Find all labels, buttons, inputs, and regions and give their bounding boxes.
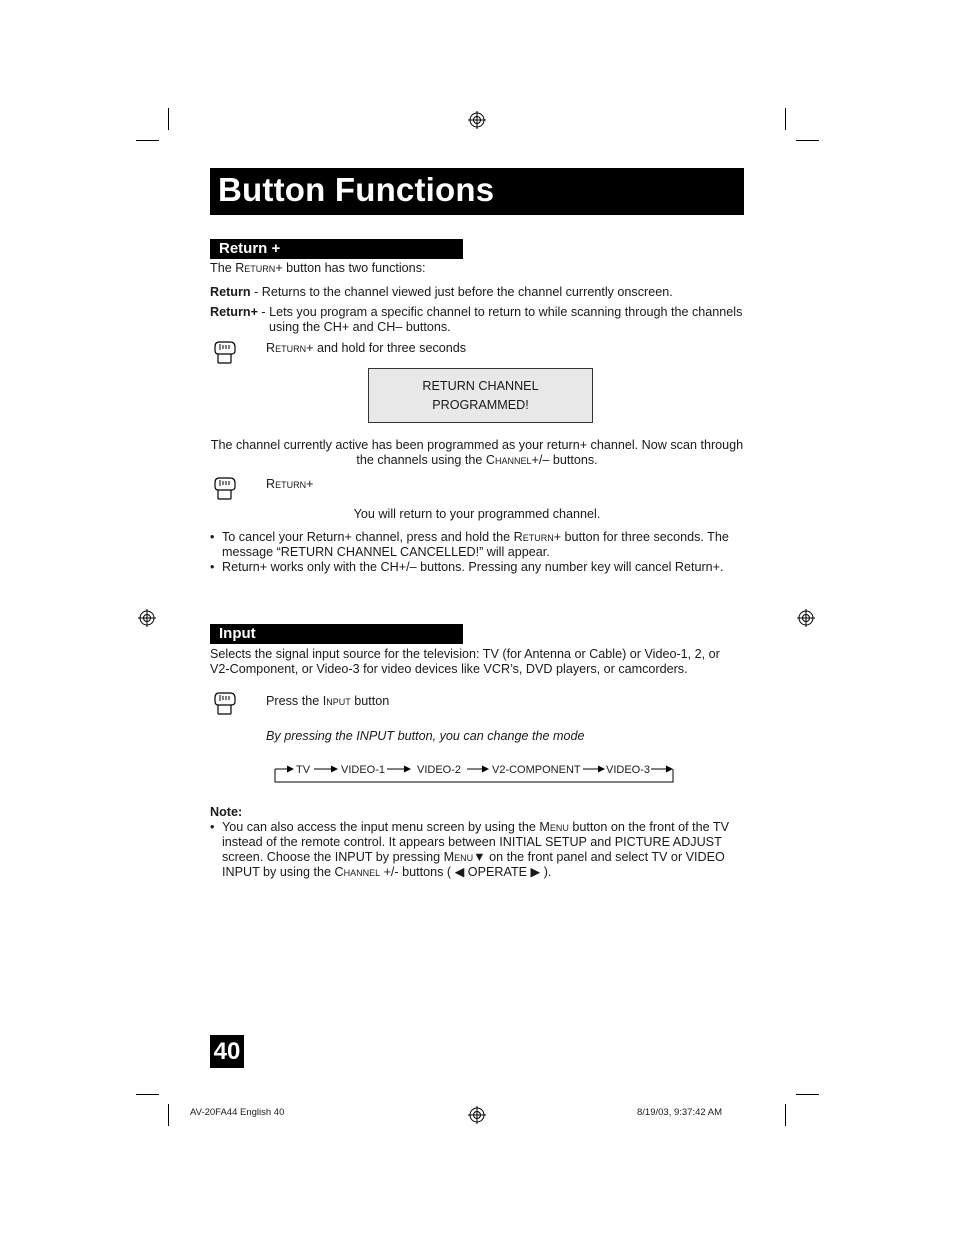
bullet-cancel-return: To cancel your Return+ channel, press and hold the Return+ button for three seconds. The message “RETURN CHANNEL CANCELLED!” will appear. [222, 530, 729, 559]
sequence-item-video3: VIDEO-3 [606, 764, 651, 776]
osd-line-1: RETURN CHANNEL [422, 379, 539, 393]
down-triangle-icon: ▼ [473, 850, 486, 864]
section-header-return [210, 239, 463, 259]
input-description: Selects the signal input source for the television: TV (for Antenna or Cable) or Video-1, 2, or V2-Component, or Video-3 for video devices like VCR’s, DVD players, or camcorders. [210, 647, 720, 676]
crop-mark [796, 140, 819, 141]
crop-mark [785, 108, 786, 130]
crop-mark [785, 1104, 786, 1126]
registration-mark-icon [797, 609, 815, 627]
return-result: You will return to your programmed channel. [353, 507, 601, 521]
returnplus-definition: Return+ - Lets you program a specific channel to return to while scanning through the channels [210, 305, 743, 319]
input-mode-note: By pressing the INPUT button, you can change the mode [266, 729, 585, 743]
bullet-return-ch-only: Return+ works only with the CH+/– buttons. Pressing any number key will cancel Return+. [222, 560, 724, 574]
bullet-marker: • [210, 560, 215, 574]
returnplus-definition-cont: using the CH+ and CH– buttons. [269, 320, 451, 334]
programmed-paragraph: The channel currently active has been programmed as your return+ channel. Now scan through the channels using the Channel+/– buttons. [210, 438, 744, 467]
press-hand-icon [212, 474, 238, 502]
registration-mark-icon [468, 111, 486, 129]
crop-mark [168, 108, 169, 130]
crop-mark [168, 1104, 169, 1126]
sequence-item-video1: VIDEO-1 [341, 764, 386, 776]
note-text: You can also access the input menu screen by using the Menu button on the front of the TV instead of the remote control. It appears between INITIAL SETUP and PICTURE ADJUST screen. Choose the INPUT by pressing Menu▼ on the front panel and select TV or VIDEO INPUT by using the Channel +/- buttons ( ◀ OPERATE ▶ ). [222, 820, 729, 879]
osd-line-2: PROGRAMMED! [432, 398, 529, 412]
page-number: 40 [210, 1035, 244, 1068]
page-title: Button Functions [218, 171, 495, 208]
registration-mark-icon [468, 1106, 486, 1124]
step-hold-return: Return+ and hold for three seconds [266, 341, 467, 355]
osd-message-box [368, 368, 593, 423]
note-label: Note: [210, 805, 243, 819]
step-press-input: Press the Input button [266, 694, 390, 708]
input-sequence-diagram [270, 760, 680, 786]
step-press-return: Return+ [266, 477, 314, 491]
sequence-item-v2-component: V2-COMPONENT [492, 764, 581, 776]
bullet-marker: • [210, 530, 215, 544]
sequence-item-video2: VIDEO-2 [417, 764, 462, 776]
section-heading-return: Return + [219, 240, 281, 257]
crop-mark [136, 1094, 159, 1095]
crop-mark [796, 1094, 819, 1095]
page-title-bar [210, 168, 744, 215]
registration-mark-icon [138, 609, 156, 627]
section-heading-input: Input [219, 625, 256, 642]
footer-right: 8/19/03, 9:37:42 AM [637, 1107, 723, 1118]
press-hand-icon [212, 338, 238, 366]
return-intro: The Return+ button has two functions: [210, 261, 426, 275]
crop-mark [136, 140, 159, 141]
return-definition: Return - Returns to the channel viewed just before the channel currently onscreen. [210, 285, 673, 299]
footer-left: AV-20FA44 English 40 [190, 1107, 285, 1118]
section-header-input [210, 624, 463, 644]
bullet-marker: • [210, 820, 215, 834]
press-hand-icon [212, 689, 238, 717]
sequence-item-tv: TV [296, 764, 311, 776]
